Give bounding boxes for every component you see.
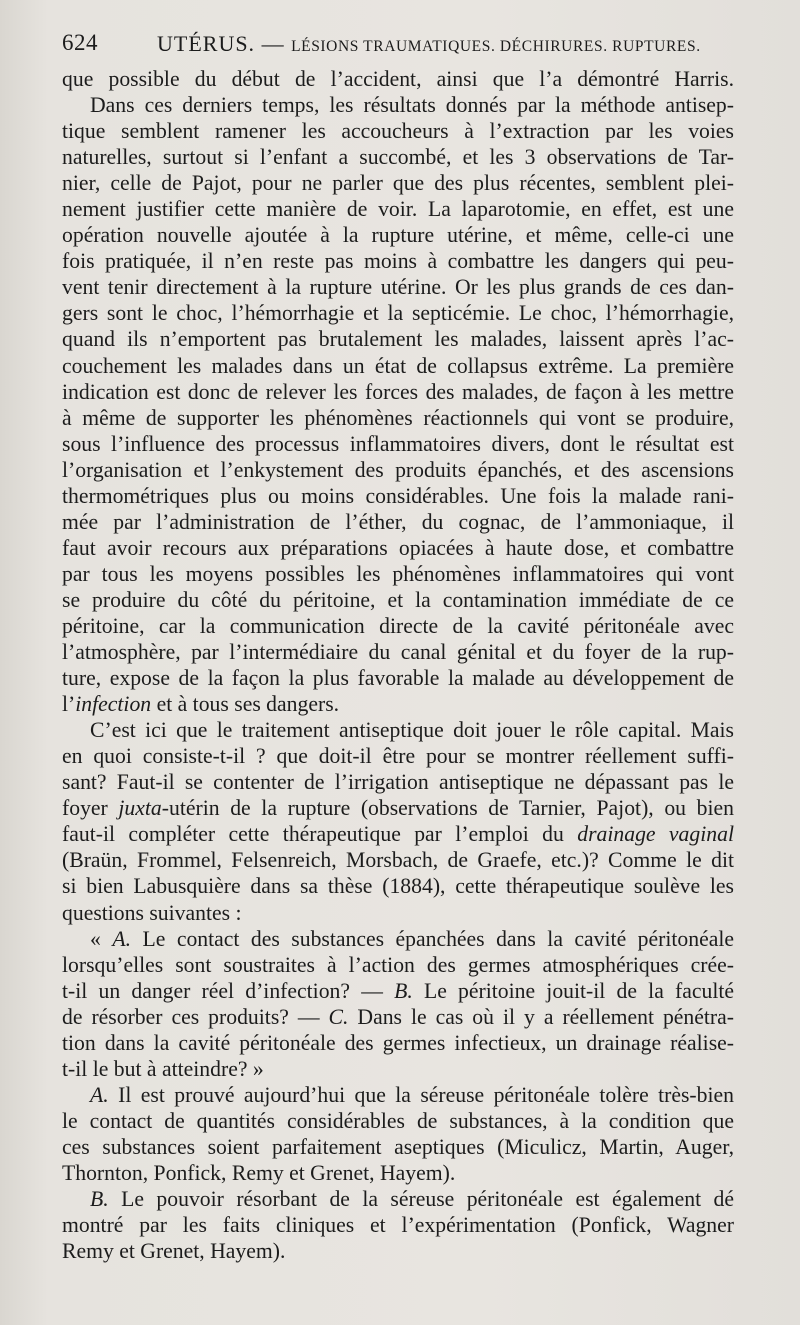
text-line: nier, celle de Pajot, pour ne parler que des plus récentes, semblent plei- xyxy=(62,171,734,196)
text-line: B. Le pouvoir résorbant de la séreuse péritonéale est également dé xyxy=(90,1187,734,1212)
text-line: l’infection et à tous ses dangers. xyxy=(62,692,340,717)
text-line: péritoine, car la communication directe de la cavité péritonéale avec xyxy=(62,613,734,638)
text-line: lorsqu’elles sont soustraites à l’action des germes atmosphériques crée- xyxy=(62,952,734,977)
text-line: si bien Labusquière dans sa thèse (1884), cette thérapeutique soulève les xyxy=(62,874,734,899)
body-text xyxy=(62,66,734,1264)
text-line: t-il le but à atteindre? » xyxy=(62,1056,264,1081)
text-line: Dans ces derniers temps, les résultats donnés par la méthode antisep- xyxy=(90,93,734,118)
text-line: thermométriques plus ou moins considérables. Une fois la malade rani- xyxy=(62,483,734,508)
text-line: fois pratiquée, il n’en reste pas moins à combattre les dangers qui peu- xyxy=(62,249,734,274)
text-line: opération nouvelle ajoutée à la rupture utérine, et même, celle-ci une xyxy=(62,223,734,248)
text-line: que possible du début de l’accident, ainsi que l’a démontré Harris. xyxy=(62,67,734,91)
page-number: 624 xyxy=(62,30,98,55)
text-line: vent tenir directement à la rupture utérine. Or les plus grands de ces dan- xyxy=(62,275,734,300)
text-line: t-il un danger réel d’infection? — B. Le péritoine jouit-il de la faculté xyxy=(62,978,735,1003)
text-line: « A. Le contact des substances épanchées dans la cavité péritonéale xyxy=(90,926,735,951)
text-line: ces substances soient parfaitement aseptiques (Miculicz, Martin, Auger, xyxy=(62,1134,734,1159)
text-line: Thornton, Ponfick, Remy et Grenet, Hayem). xyxy=(62,1160,456,1185)
text-line: indication est donc de relever les forces des malades, de façon à les mettre xyxy=(62,379,734,404)
text-line: montré par les faits cliniques et l’expérimentation (Ponfick, Wagner xyxy=(62,1213,734,1238)
text-line: Remy et Grenet, Hayem). xyxy=(62,1239,286,1264)
section-title: LÉSIONS TRAUMATIQUES. DÉCHIRURES. RUPTURES. xyxy=(291,38,701,55)
text-line: ture, expose de la façon la plus favorable la malade au développement de xyxy=(62,666,734,691)
running-title xyxy=(157,31,701,57)
text-line: en quoi consiste-t-il ? que doit-il être pour se montrer réellement suffi- xyxy=(62,744,734,769)
text-line: faut-il compléter cette thérapeutique par l’emploi du drainage vaginal xyxy=(62,822,734,847)
text-line: quand ils n’emportent pas brutalement les malades, laissent après l’ac- xyxy=(62,327,734,352)
chapter-title: UTÉRUS. xyxy=(157,31,256,56)
text-line: questions suivantes : xyxy=(62,900,242,925)
text-line: l’atmosphère, par l’intermédiaire du canal génital et du foyer de la rup- xyxy=(62,640,734,665)
text-line: naturelles, surtout si l’enfant a succombé, et les 3 observations de Tar- xyxy=(62,145,734,170)
text-line: sous l’influence des processus inflammatoires divers, dont le résultat est xyxy=(62,431,734,456)
text-line: tique semblent ramener les accoucheurs à l’extraction par les voies xyxy=(62,119,734,144)
text-line: couchement les malades dans un état de collapsus extrême. La première xyxy=(62,353,734,378)
text-line: foyer juxta-utérin de la rupture (observations de Tarnier, Pajot), ou bien xyxy=(62,796,734,821)
text-line: mée par l’administration de l’éther, du cognac, de l’ammoniaque, il xyxy=(62,509,734,534)
text-line: (Braün, Frommel, Felsenreich, Morsbach, de Graefe, etc.)? Comme le dit xyxy=(62,848,734,873)
text-line: tion dans la cavité péritonéale des germes infectieux, un drainage réalise- xyxy=(62,1030,734,1055)
text-line: à même de supporter les phénomènes réactionnels qui vont se produire, xyxy=(62,405,734,430)
text-line: l’organisation et l’enkystement des produits épanchés, et des ascensions xyxy=(62,457,734,482)
text-line: par tous les moyens possibles les phénomènes inflammatoires qui vont xyxy=(62,561,734,586)
text-line: se produire du côté du péritoine, et la contamination immédiate de ce xyxy=(62,587,734,612)
title-dash: — xyxy=(261,31,285,56)
text-line: gers sont le choc, l’hémorrhagie et la septicémie. Le choc, l’hémorrhagie, xyxy=(62,301,734,326)
text-line: sant? Faut-il se contenter de l’irrigation antiseptique ne dépassant pas le xyxy=(62,770,734,795)
text-line: de résorber ces produits? — C. Dans le cas où il y a réellement pénétra- xyxy=(62,1004,734,1029)
running-header xyxy=(62,30,760,62)
text-line: A. Il est prouvé aujourd’hui que la séreuse péritonéale tolère très-bien xyxy=(90,1082,734,1107)
text-line: nement justifier cette manière de voir. La laparotomie, en effet, est une xyxy=(62,197,734,222)
text-line: faut avoir recours aux préparations opiacées à haute dose, et combattre xyxy=(62,535,734,560)
text-line: C’est ici que le traitement antiseptique doit jouer le rôle capital. Mais xyxy=(90,718,734,743)
text-line: le contact de quantités considérables de substances, à la condition que xyxy=(62,1108,734,1133)
